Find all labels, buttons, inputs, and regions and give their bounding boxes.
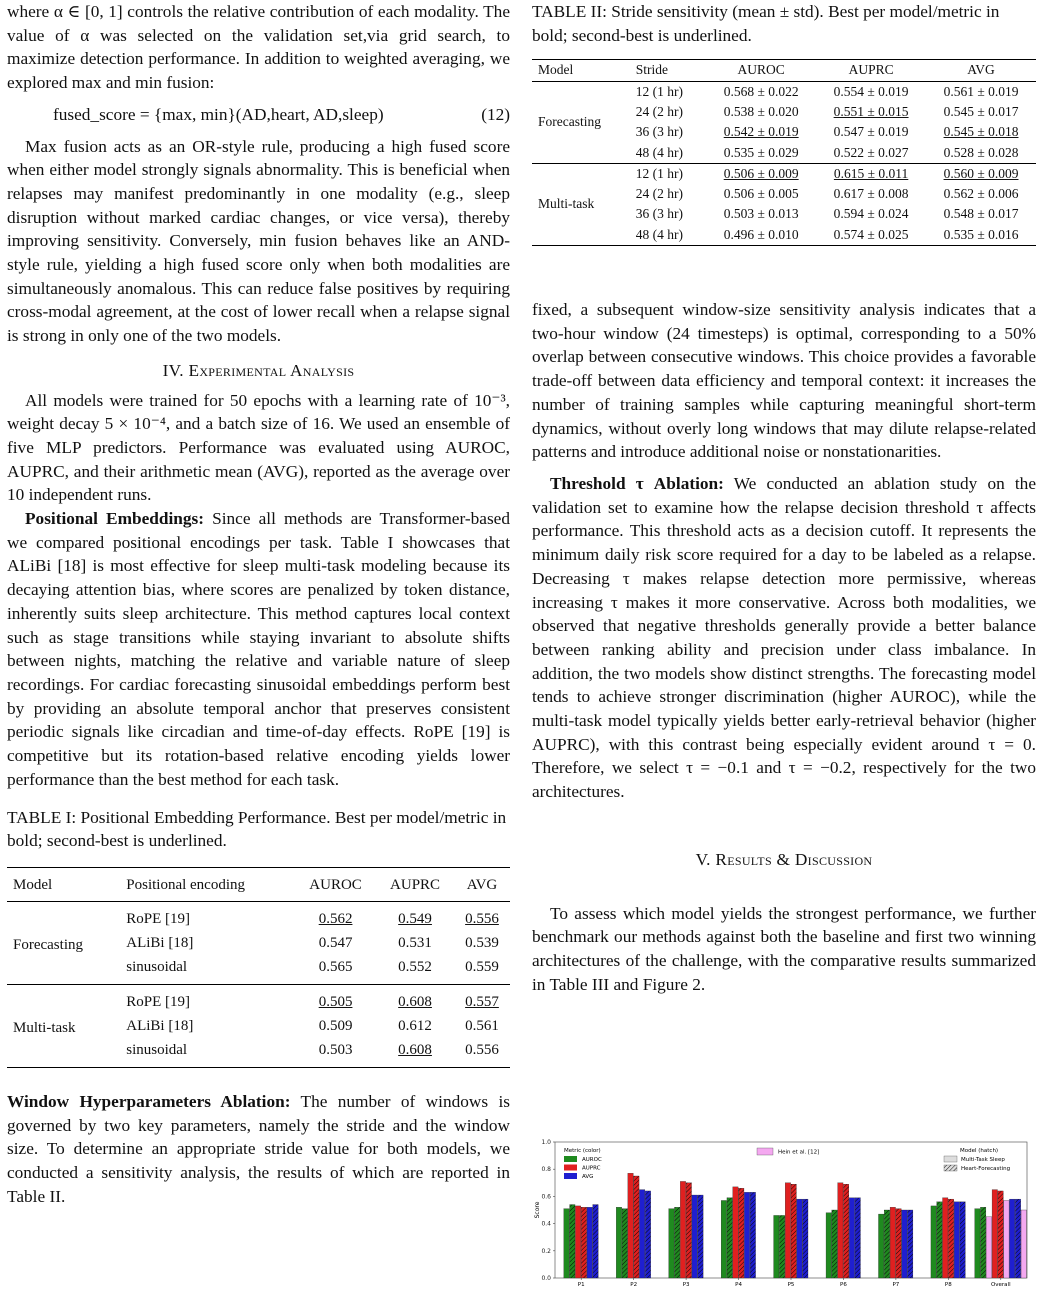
x-tick-label: P4: [735, 1282, 742, 1288]
bar-hatch: [593, 1205, 598, 1278]
paragraph-fusion: Max fusion acts as an OR-style rule, producing a high fused score when either model strongly signals abnormality. This is beneficial when relapses may manifest predominantly in one modality (e.g., sleep disruption without marked cardiac changes, or vice versa), thereby improving sensitivity. Conversely, min fusion behaves like an AND-style rule, yielding a high fused score only when both modalities are simultaneously anomalous. This can reduce false positives by requiring cross-modal agreement, at the cost of lower recall when a relapse signal is strong in only one of the two models.: [7, 136, 510, 346]
table-row: 36 (3 hr) 0.503 ± 0.013 0.594 ± 0.024 0.548 ± 0.017: [635, 206, 1019, 222]
bar-hatch: [727, 1198, 732, 1278]
bar-hatch: [645, 1191, 650, 1278]
y-tick-label: 0.2: [541, 1247, 551, 1255]
bar-hein: [1021, 1210, 1026, 1278]
bar-avg-multi: [797, 1199, 802, 1278]
t1-header-model: Model: [13, 876, 53, 893]
positional-heading: Positional Embeddings:: [25, 509, 205, 529]
bar-avg-multi: [692, 1195, 697, 1278]
bar-auprc-multi: [943, 1198, 948, 1278]
bar-hatch: [570, 1205, 575, 1278]
paragraph-training: All models were trained for 50 epochs with a learning rate of 10⁻³, weight decay 5 × 10⁻⁴, and a batch size of 16. We used an ensemble of five MLP predictors. Performance was evaluated using AUROC, AUPRC, and their arithmetic mean (AVG), reported as the average over 10 independent runs.: [7, 390, 510, 505]
equation-number: (12): [481, 104, 510, 124]
bar-avg-multi: [639, 1190, 644, 1278]
x-tick-label: P6: [840, 1282, 847, 1288]
bar-hein: [1004, 1200, 1009, 1278]
legend-model-label: Multi-Task Sleep: [961, 1157, 1005, 1163]
bar-avg-multi: [1009, 1199, 1014, 1278]
x-tick-label: Overall: [990, 1282, 1011, 1288]
t1-group-multitask: Multi-task: [7, 984, 114, 1067]
table-stride-sensitivity: [532, 59, 1036, 246]
paragraph-alpha: where α ∈ [0, 1] controls the relative contribution of each modality. The value of α was selected on the validation set,via grid search, to maximize detection performance. In addition to weighted averaging, we explored max and min fusion:: [7, 2, 510, 93]
window-heading: Window Hyperparameters Ablation:: [7, 1091, 291, 1111]
t1-header-auroc: AUROC: [309, 876, 362, 893]
t1-header-auprc: AUPRC: [390, 876, 441, 893]
bar-avg-multi: [849, 1198, 854, 1278]
bar-auprc-multi: [785, 1183, 790, 1278]
table-row: Forecasting 12 (1 hr) 0.568 ± 0.022 0.554 ± 0.019 0.561 ± 0.019: [532, 81, 1036, 102]
x-tick-label: P3: [682, 1282, 690, 1288]
table-row: 36 (3 hr) 0.542 ± 0.019 0.547 ± 0.019 0.545 ± 0.018: [635, 124, 1019, 140]
results-bar-chart: [530, 1136, 1030, 1294]
bar-hatch: [791, 1184, 796, 1278]
bar-hatch: [843, 1184, 848, 1278]
bar-hatch: [1015, 1199, 1020, 1278]
bar-auroc-multi: [826, 1213, 831, 1278]
t2-header-auprc: AUPRC: [848, 62, 894, 78]
table-row: 48 (4 hr) 0.535 ± 0.029 0.522 ± 0.027 0.528 ± 0.028: [635, 144, 1019, 160]
bar-hatch: [998, 1191, 1003, 1278]
x-tick-label: P2: [630, 1282, 638, 1288]
positional-text: Since all methods are Transformer-based we compared positional encodings per task. Table I showcases that ALiBi [18] is most effective for sleep multi-task modeling because its decaying attention bias, where scores are penalized by token distance, inherently suits sleep architecture. This method captures local context such as stage transitions while staying invariant to absolute shifts between nights, matching the relative and variable nature of sleep recordings. For cardiac forecasting sinusoidal embeddings perform best by providing an absolute temporal anchor that preserves consistent periodic signals like circadian and time-of-day effects. RoPE [19] is competitive but its rotation-based relative encoding yields lower performance than the best method for each task.: [7, 509, 510, 789]
legend-model-title: Model (hatch): [960, 1148, 999, 1154]
table-row: 48 (4 hr) 0.496 ± 0.010 0.574 ± 0.025 0.535 ± 0.016: [635, 226, 1019, 242]
legend-hein-swatch: [757, 1148, 773, 1155]
bar-hatch: [779, 1215, 784, 1278]
table-row: 24 (2 hr) 0.538 ± 0.020 0.551 ± 0.015 0.545 ± 0.017: [635, 104, 1019, 119]
t2-header-avg: AVG: [967, 62, 995, 78]
bar-avg-multi: [587, 1207, 592, 1278]
y-axis-label: Score: [534, 1201, 541, 1219]
bar-auprc-multi: [575, 1206, 580, 1278]
bar-auroc-multi: [975, 1209, 980, 1278]
legend-swatch: [564, 1156, 577, 1162]
legend-model-swatch: [944, 1156, 957, 1162]
legend-label: AUPRC: [582, 1165, 601, 1172]
t2-header-auroc: AUROC: [737, 62, 785, 78]
legend-swatch: [564, 1165, 577, 1171]
bar-hatch: [750, 1192, 755, 1278]
table-row: sinusoidal 0.503 0.608 0.556: [126, 1041, 499, 1058]
bar-avg-multi: [744, 1192, 749, 1278]
bar-avg-multi: [902, 1210, 907, 1278]
x-tick-label: P1: [577, 1282, 585, 1288]
bar-hatch: [855, 1198, 860, 1278]
bar-auprc-multi: [628, 1173, 633, 1278]
bar-auprc-multi: [992, 1190, 997, 1278]
left-column: [7, 0, 510, 1208]
paragraph-threshold: [532, 472, 1036, 804]
t2-group-forecasting: Forecasting: [538, 114, 601, 130]
right-column: [532, 0, 1036, 996]
bar-auroc-multi: [721, 1200, 726, 1278]
legend-hein-label: Hein et al. [12]: [778, 1149, 820, 1156]
bar-hatch: [686, 1183, 691, 1278]
bar-hatch: [960, 1202, 965, 1278]
legend-model-label: Heart-Forecasting: [961, 1166, 1011, 1172]
bar-hatch: [803, 1199, 808, 1278]
table-positional-embedding: [7, 867, 510, 1068]
paragraph-window: [7, 1090, 510, 1209]
legend-swatch: [564, 1173, 577, 1179]
paragraph-positional: [7, 507, 510, 791]
window-text: The number of windows is governed by two key parameters, namely the stride and the window size. To determine an appropriate stride value for both models, we conducted a sensitivity analysis, the results of which are reported in Table II.: [7, 1091, 510, 1206]
bar-auroc-multi: [564, 1209, 569, 1278]
bar-hatch: [832, 1210, 837, 1278]
legend-model-hatch: [944, 1165, 957, 1171]
t1-header-avg: AVG: [466, 876, 498, 893]
x-tick-label: P7: [892, 1282, 900, 1288]
bar-hatch: [634, 1176, 639, 1278]
bar-hatch: [937, 1202, 942, 1278]
equation-body: fused_score = {max, min}(AD,heart, AD,sleep): [53, 104, 384, 124]
t1-header-encoding: Positional encoding: [126, 876, 246, 893]
bar-hatch: [884, 1210, 889, 1278]
table-row: ALiBi [18] 0.509 0.612 0.561: [126, 1017, 499, 1034]
legend-label: AVG: [582, 1174, 594, 1180]
x-tick-label: P8: [944, 1282, 952, 1288]
bar-hatch: [698, 1195, 703, 1278]
t2-header-model: Model: [538, 62, 574, 78]
bar-auprc-multi: [838, 1183, 843, 1278]
bar-hatch: [948, 1199, 953, 1278]
bar-hatch: [980, 1207, 985, 1278]
paragraph-window-size: fixed, a subsequent window-size sensitivity analysis indicates that a two-hour window (24 timesteps) is optimal, corresponding to a 50% overlap between consecutive windows. This choice provides a favorable trade-off between data efficiency and temporal context: it increases the number of training samples while capturing meaningful short-term dynamics, without overly long windows that may dilute relapse-related patterns and introduce additional noise or nonstationarities.: [532, 300, 1036, 462]
legend-label: AUROC: [582, 1157, 602, 1163]
bar-hatch: [622, 1209, 627, 1278]
bar-auroc-multi: [931, 1206, 936, 1278]
y-tick-label: 0.4: [541, 1220, 551, 1228]
bar-hatch: [675, 1207, 680, 1278]
table-row: ALiBi [18] 0.547 0.531 0.539: [126, 934, 499, 951]
bar-auroc-multi: [616, 1207, 621, 1278]
t2-group-multitask: Multi-task: [532, 163, 630, 245]
table2-caption: TABLE II: Stride sensitivity (mean ± std). Best per model/metric in bold; second-best is underlined.: [532, 2, 1000, 45]
table-row: Forecasting RoPE [19] 0.562 0.549 0.556: [7, 901, 510, 931]
section-heading-iv: IV. Experimental Analysis: [162, 360, 355, 380]
threshold-heading: Threshold τ Ablation:: [550, 474, 724, 493]
bar-hatch: [896, 1209, 901, 1278]
bar-auprc-multi: [890, 1207, 895, 1278]
bar-auprc-multi: [680, 1181, 685, 1278]
bar-auprc-multi: [733, 1187, 738, 1278]
t2-header-stride: Stride: [635, 62, 669, 78]
legend-color-title: Metric (color): [564, 1148, 601, 1154]
equation-12: [7, 103, 510, 127]
bar-auroc-multi: [774, 1215, 779, 1278]
t1-group-forecasting: Forecasting: [13, 937, 83, 954]
y-tick-label: 1.0: [541, 1139, 551, 1146]
y-tick-label: 0.6: [541, 1193, 551, 1201]
threshold-text: We conducted an ablation study on the validation set to examine how the relapse decision threshold τ affects performance. This threshold acts as a decision cutoff. It represents the minimum daily risk score required for a day to be labeled as a relapse. Decreasing τ makes relapse detection more permissive, whereas increasing τ makes it more conservative. Across both modalities, we observed that negative thresholds generally provide a better balance between ranking ability and precision under class imbalance. In addition, the two models show distinct strengths. The forecasting model tends to achieve stronger discrimination (higher AUROC), while the multi-task model typically yields better early-retrieval behavior (higher AUPRC), with this contrast being especially evident around τ = 0. Therefore, we select τ = −0.1 and τ = −0.2, respectively for the two architectures.: [532, 474, 1036, 802]
table1-caption: TABLE I: Positional Embedding Performance. Best per model/metric in bold; second-best is underlined.: [7, 807, 507, 851]
bar-hein: [986, 1217, 991, 1278]
y-tick-label: 0.8: [541, 1166, 551, 1174]
bar-hatch: [907, 1210, 912, 1278]
table-row: 24 (2 hr) 0.506 ± 0.005 0.617 ± 0.008 0.562 ± 0.006: [635, 186, 1019, 202]
table-row: sinusoidal 0.565 0.552 0.559: [126, 958, 499, 975]
paragraph-results: To assess which model yields the strongest performance, we further benchmark our methods against both the baseline and first two winning architectures of the challenge, with the comparative results summarized in Table III and Figure 2.: [532, 903, 1036, 994]
section-heading-v: V. Results & Discussion: [695, 849, 873, 869]
y-tick-label: 0.0: [541, 1275, 551, 1282]
x-tick-label: P5: [787, 1282, 795, 1288]
table-row: Multi-task RoPE [19] 0.505 0.608 0.557: [7, 984, 510, 1014]
table-row: Multi-task 12 (1 hr) 0.506 ± 0.009 0.615 ± 0.011 0.560 ± 0.009: [532, 163, 1036, 184]
bar-auroc-multi: [878, 1214, 883, 1278]
bar-hatch: [739, 1188, 744, 1278]
bar-avg-multi: [954, 1202, 959, 1278]
bar-auroc-multi: [669, 1209, 674, 1278]
bar-hatch: [581, 1207, 586, 1278]
